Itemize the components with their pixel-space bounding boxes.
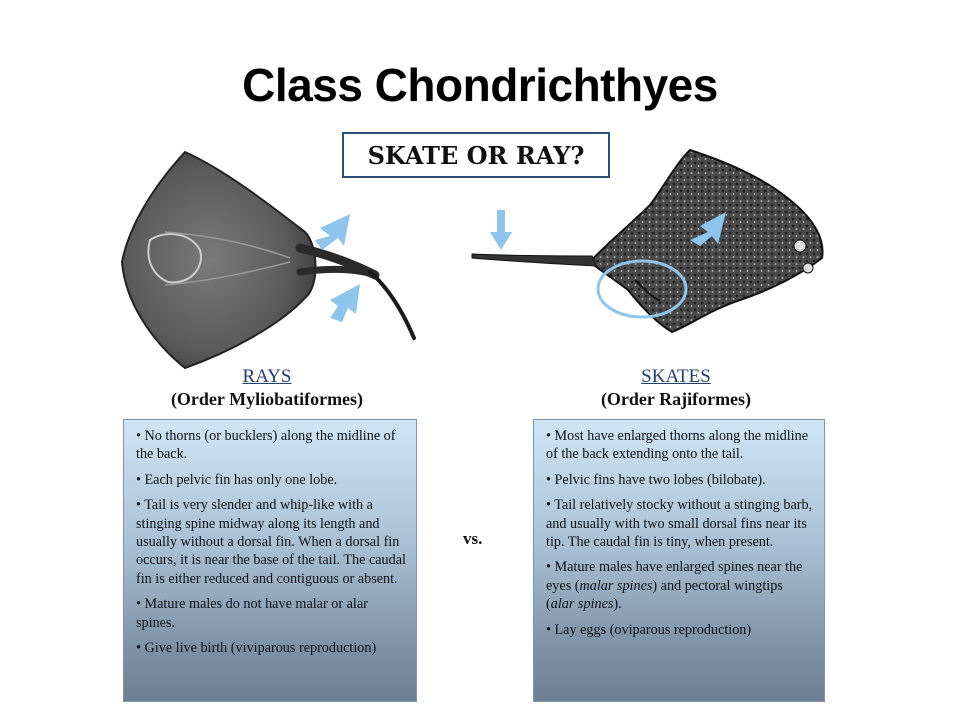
alar-spines-term: alar spines (550, 596, 614, 613)
rays-name: RAYS (242, 366, 292, 387)
ray-illustration (122, 152, 414, 368)
rays-heading (147, 366, 387, 410)
skates-facts-panel (533, 419, 825, 702)
malar-spines-term: malar spines (579, 577, 653, 594)
skate-illustration (472, 150, 823, 332)
skate-or-ray-banner: SKATE OR RAY? (342, 132, 610, 178)
fact-text: ). (613, 596, 622, 613)
skates-fact: • Pelvic fins have two lobes (bilobate). (546, 471, 766, 488)
skates-heading (556, 366, 796, 410)
fact-text: ) and pectoral wingtips ( (546, 577, 783, 613)
rays-fact: • Give live birth (viviparous reproduction) (136, 640, 377, 657)
skates-fact: • Tail relatively stocky without a stinging barb, and usually with two small dorsal fins near its tip. The caudal fin is tiny, when present. (546, 497, 813, 551)
skates-fact-mature-males (546, 558, 814, 613)
fact-text: • Mature males have enlarged spines near the eyes ( (546, 559, 803, 594)
skates-order: (Order Rajiformes) (600, 389, 752, 409)
slide-title: Class Chondrichthyes (242, 59, 718, 111)
skates-name: SKATES (641, 366, 711, 387)
skates-fact: • Lay eggs (oviparous reproduction) (546, 621, 752, 638)
rays-fact: • No thorns (or bucklers) along the midline of the back. (136, 428, 396, 463)
skates-fact: • Most have enlarged thorns along the midline of the back extending onto the tail. (546, 428, 808, 463)
rays-facts-panel (123, 419, 417, 702)
rays-order: (Order Myliobatiformes) (170, 389, 364, 409)
rays-fact: • Mature males do not have malar or alar spines. (136, 596, 368, 631)
versus-label: vs. (463, 529, 483, 548)
rays-fact: • Each pelvic fin has only one lobe. (136, 471, 338, 488)
rays-fact: • Tail is very slender and whip-like with a stinging spine midway along its length and usually without a dorsal fin. When a dorsal fin occurs, it is near the base of the tail. The caudal fin is either reduced and contiguous or absent. (136, 497, 406, 587)
